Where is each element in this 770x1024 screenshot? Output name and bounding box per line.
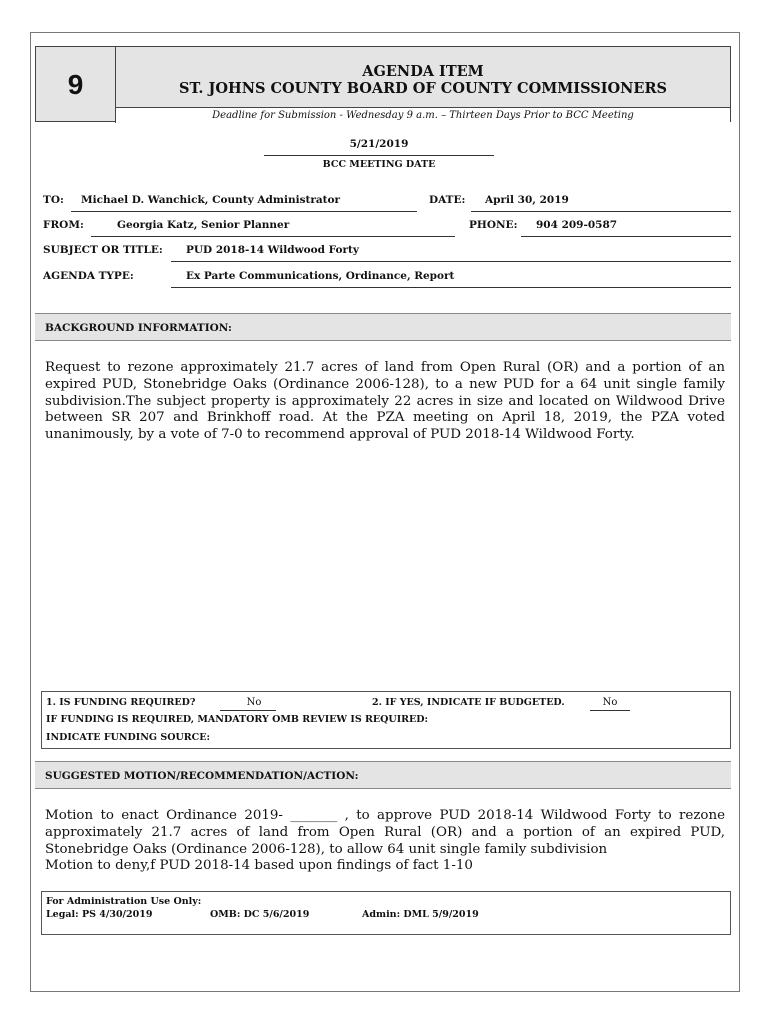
from-underline [91,236,455,237]
background-heading: BACKGROUND INFORMATION: [35,313,731,341]
subject-label: SUBJECT OR TITLE: [43,244,163,256]
funding-required-label: 1. IS FUNDING REQUIRED? [46,697,196,708]
budgeted-label: 2. IF YES, INDICATE IF BUDGETED. [372,697,565,708]
budgeted-value: No [602,697,618,708]
motion-deny-text: Motion to deny,f PUD 2018-14 based upon findings of fact 1-10 [45,858,473,874]
header-title-line2: ST. JOHNS COUNTY BOARD OF COUNTY COMMISSIONERS [179,80,667,97]
budgeted-underline [590,710,630,711]
admin-legal: Legal: PS 4/30/2019 [46,909,153,920]
agenda-form [30,32,740,992]
from-label: FROM: [43,219,84,231]
date-underline [471,211,731,212]
to-underline [71,211,417,212]
to-value: Michael D. Wanchick, County Administrator [81,194,341,206]
subject-value: PUD 2018-14 Wildwood Forty [186,244,359,256]
meeting-date-label: BCC MEETING DATE [322,159,436,170]
from-value: Georgia Katz, Senior Planner [117,219,290,231]
deadline-note: Deadline for Submission - Wednesday 9 a.m. – Thirteen Days Prior to BCC Meeting [116,107,730,123]
date-label: DATE: [429,194,466,206]
header-title-line1: AGENDA ITEM [362,63,484,80]
agenda-type-label: AGENDA TYPE: [43,270,134,282]
subject-underline [171,261,731,262]
admin-omb: OMB: DC 5/6/2019 [210,909,310,920]
funding-required-value: No [246,697,262,708]
header-box [35,46,731,122]
omb-review-note: IF FUNDING IS REQUIRED, MANDATORY OMB REVIEW IS REQUIRED: [46,714,429,725]
phone-label: PHONE: [469,219,518,231]
admin-box [41,891,731,935]
funding-required-underline [220,710,276,711]
motion-heading: SUGGESTED MOTION/RECOMMENDATION/ACTION: [35,761,731,789]
funding-box [41,691,731,749]
motion-approve-text: Motion to enact Ordinance 2019- _______ , to approve PUD 2018-14 Wildwood Forty to rezone approximately 21.7 acres of land from Open Rural (OR) and a portion of an expired PUD, Stonebridge Oaks (Ordinance 2006-128), to allow 64 unit single family subdivision [45,808,725,857]
background-text: Request to rezone approximately 21.7 acres of land from Open Rural (OR) and a portion of an expired PUD, Stonebridge Oaks (Ordinance 2006-128), to a new PUD for a 64 unit single family subdivision.The subject property is approximately 22 acres in size and located on Wildwood Drive between SR 207 and Brinkhoff road. At the PZA meeting on April 18, 2019, the PZA voted unanimously, by a vote of 7-0 to recommend approval of PUD 2018-14 Wildwood Forty. [45,360,725,443]
admin-signoff: Admin: DML 5/9/2019 [362,909,479,920]
phone-underline [521,236,731,237]
agenda-type-value: Ex Parte Communications, Ordinance, Report [186,270,455,282]
agenda-type-underline [171,287,731,288]
phone-value: 904 209-0587 [536,219,618,231]
funding-source-label: INDICATE FUNDING SOURCE: [46,732,210,743]
header-title [116,63,730,97]
agenda-item-number: 9 [36,47,116,123]
meeting-date-underline [264,155,494,156]
motion-text [45,808,725,875]
meeting-date: 5/21/2019 [349,138,409,150]
admin-heading: For Administration Use Only: [46,896,202,907]
date-value: April 30, 2019 [485,194,569,206]
to-label: TO: [43,194,64,206]
